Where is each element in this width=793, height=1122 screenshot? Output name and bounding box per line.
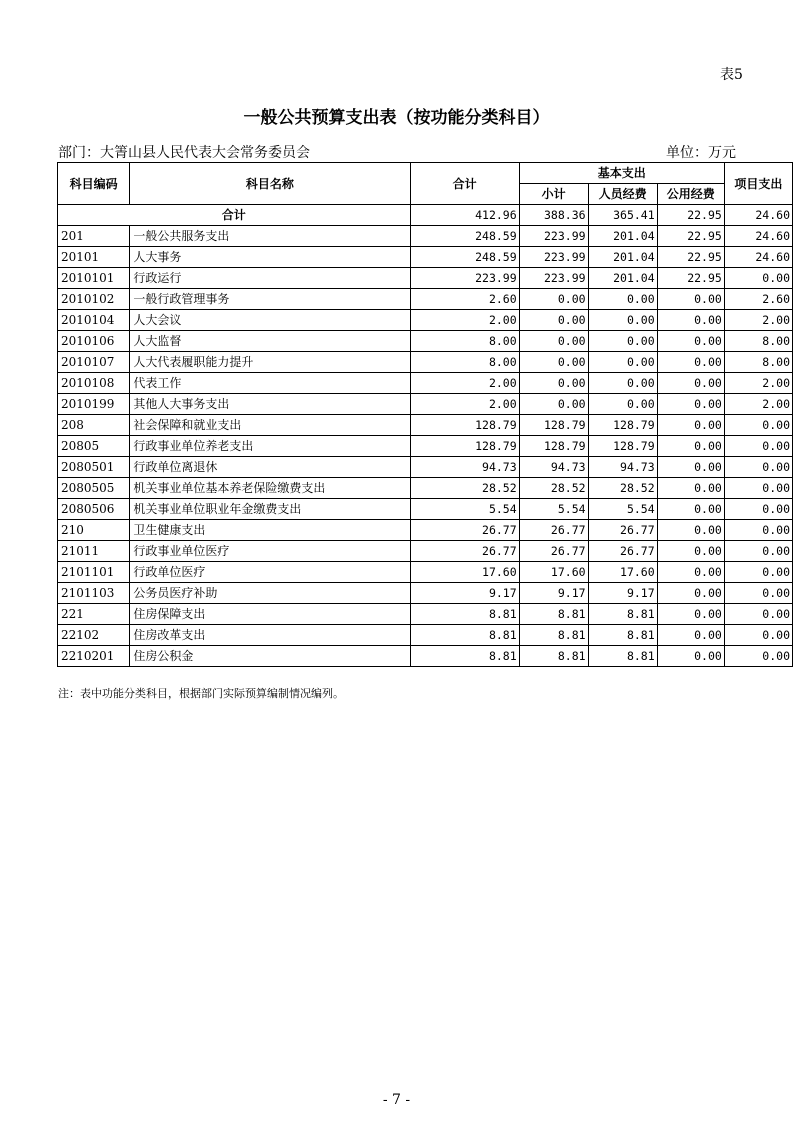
row-personnel: 8.81 [588, 625, 657, 646]
row-name: 社会保障和就业支出 [130, 415, 410, 436]
footnote: 注：表中功能分类科目，根据部门实际预算编制情况编列。 [58, 687, 344, 700]
row-project: 0.00 [724, 541, 792, 562]
row-personnel: 0.00 [588, 373, 657, 394]
row-name: 住房改革支出 [130, 625, 410, 646]
row-public: 22.95 [657, 247, 724, 268]
row-code: 210 [58, 520, 130, 541]
table-row [58, 646, 793, 667]
row-code: 2010106 [58, 331, 130, 352]
table-row [58, 562, 793, 583]
row-total: 128.79 [410, 436, 519, 457]
row-name: 行政事业单位医疗 [130, 541, 410, 562]
header-public: 公用经费 [657, 184, 724, 205]
row-subtotal: 26.77 [519, 520, 588, 541]
table-row [58, 373, 793, 394]
row-subtotal: 94.73 [519, 457, 588, 478]
row-code: 2080506 [58, 499, 130, 520]
row-code: 2080505 [58, 478, 130, 499]
row-total: 94.73 [410, 457, 519, 478]
row-name: 卫生健康支出 [130, 520, 410, 541]
expenditure-table [57, 162, 793, 667]
row-name: 行政单位离退休 [130, 457, 410, 478]
row-total: 17.60 [410, 562, 519, 583]
row-name: 住房公积金 [130, 646, 410, 667]
row-public: 22.95 [657, 268, 724, 289]
table-row [58, 478, 793, 499]
header-code: 科目编码 [58, 163, 130, 205]
row-total: 2.00 [410, 310, 519, 331]
row-personnel: 9.17 [588, 583, 657, 604]
table-row [58, 352, 793, 373]
row-subtotal: 128.79 [519, 436, 588, 457]
row-name: 其他人大事务支出 [130, 394, 410, 415]
table-number: 表5 [720, 67, 743, 83]
total-subtotal: 388.36 [519, 205, 588, 226]
row-public: 0.00 [657, 604, 724, 625]
row-name: 人大代表履职能力提升 [130, 352, 410, 373]
row-public: 22.95 [657, 226, 724, 247]
row-project: 2.60 [724, 289, 792, 310]
row-total: 28.52 [410, 478, 519, 499]
row-total: 9.17 [410, 583, 519, 604]
total-label: 合计 [58, 205, 411, 226]
row-public: 0.00 [657, 541, 724, 562]
row-personnel: 201.04 [588, 247, 657, 268]
row-project: 0.00 [724, 604, 792, 625]
row-subtotal: 8.81 [519, 646, 588, 667]
table-row [58, 541, 793, 562]
row-personnel: 128.79 [588, 436, 657, 457]
table-row [58, 394, 793, 415]
row-personnel: 128.79 [588, 415, 657, 436]
row-personnel: 17.60 [588, 562, 657, 583]
row-public: 0.00 [657, 310, 724, 331]
row-name: 行政事业单位养老支出 [130, 436, 410, 457]
row-public: 0.00 [657, 625, 724, 646]
row-name: 机关事业单位基本养老保险缴费支出 [130, 478, 410, 499]
row-subtotal: 5.54 [519, 499, 588, 520]
header-personnel: 人员经费 [588, 184, 657, 205]
header-subtotal: 小计 [519, 184, 588, 205]
table-row [58, 520, 793, 541]
row-name: 行政运行 [130, 268, 410, 289]
table-row [58, 604, 793, 625]
row-personnel: 0.00 [588, 289, 657, 310]
row-public: 0.00 [657, 415, 724, 436]
row-project: 0.00 [724, 520, 792, 541]
total-total: 412.96 [410, 205, 519, 226]
row-code: 20805 [58, 436, 130, 457]
row-public: 0.00 [657, 646, 724, 667]
row-name: 一般公共服务支出 [130, 226, 410, 247]
header-total: 合计 [410, 163, 519, 205]
row-subtotal: 0.00 [519, 331, 588, 352]
row-project: 0.00 [724, 268, 792, 289]
row-code: 221 [58, 604, 130, 625]
row-code: 2080501 [58, 457, 130, 478]
row-total: 8.81 [410, 604, 519, 625]
row-project: 0.00 [724, 415, 792, 436]
row-total: 8.81 [410, 625, 519, 646]
row-public: 0.00 [657, 499, 724, 520]
row-public: 0.00 [657, 562, 724, 583]
row-total: 2.00 [410, 373, 519, 394]
header-project: 项目支出 [724, 163, 792, 205]
row-public: 0.00 [657, 352, 724, 373]
row-public: 0.00 [657, 394, 724, 415]
row-personnel: 8.81 [588, 604, 657, 625]
row-subtotal: 28.52 [519, 478, 588, 499]
row-project: 0.00 [724, 562, 792, 583]
row-public: 0.00 [657, 457, 724, 478]
row-name: 机关事业单位职业年金缴费支出 [130, 499, 410, 520]
row-public: 0.00 [657, 331, 724, 352]
row-personnel: 94.73 [588, 457, 657, 478]
row-code: 22102 [58, 625, 130, 646]
row-name: 人大会议 [130, 310, 410, 331]
row-subtotal: 223.99 [519, 268, 588, 289]
row-project: 2.00 [724, 394, 792, 415]
row-project: 0.00 [724, 646, 792, 667]
row-code: 2101101 [58, 562, 130, 583]
row-code: 2010107 [58, 352, 130, 373]
row-name: 人大监督 [130, 331, 410, 352]
total-row [58, 205, 793, 226]
row-project: 24.60 [724, 226, 792, 247]
row-public: 0.00 [657, 478, 724, 499]
row-public: 0.00 [657, 373, 724, 394]
row-public: 0.00 [657, 436, 724, 457]
row-name: 公务员医疗补助 [130, 583, 410, 604]
row-project: 0.00 [724, 457, 792, 478]
row-total: 8.81 [410, 646, 519, 667]
table-row [58, 247, 793, 268]
row-project: 8.00 [724, 352, 792, 373]
row-project: 0.00 [724, 478, 792, 499]
row-total: 223.99 [410, 268, 519, 289]
row-project: 8.00 [724, 331, 792, 352]
row-total: 8.00 [410, 352, 519, 373]
unit-label: 单位：万元 [666, 145, 736, 161]
row-code: 2010104 [58, 310, 130, 331]
table-row [58, 415, 793, 436]
row-subtotal: 9.17 [519, 583, 588, 604]
row-subtotal: 0.00 [519, 352, 588, 373]
row-project: 24.60 [724, 247, 792, 268]
table-row [58, 625, 793, 646]
row-total: 248.59 [410, 247, 519, 268]
row-project: 0.00 [724, 436, 792, 457]
row-subtotal: 26.77 [519, 541, 588, 562]
row-code: 2210201 [58, 646, 130, 667]
row-total: 5.54 [410, 499, 519, 520]
table-row [58, 310, 793, 331]
row-total: 128.79 [410, 415, 519, 436]
row-subtotal: 0.00 [519, 394, 588, 415]
row-code: 2101103 [58, 583, 130, 604]
row-public: 0.00 [657, 289, 724, 310]
row-code: 2010101 [58, 268, 130, 289]
row-code: 20101 [58, 247, 130, 268]
row-subtotal: 223.99 [519, 247, 588, 268]
row-total: 26.77 [410, 541, 519, 562]
row-total: 2.60 [410, 289, 519, 310]
row-personnel: 0.00 [588, 394, 657, 415]
total-public: 22.95 [657, 205, 724, 226]
row-subtotal: 223.99 [519, 226, 588, 247]
row-name: 人大事务 [130, 247, 410, 268]
table-row [58, 268, 793, 289]
table-row [58, 226, 793, 247]
table-row [58, 436, 793, 457]
row-personnel: 201.04 [588, 226, 657, 247]
total-personnel: 365.41 [588, 205, 657, 226]
row-total: 26.77 [410, 520, 519, 541]
row-project: 0.00 [724, 499, 792, 520]
row-total: 2.00 [410, 394, 519, 415]
row-code: 2010108 [58, 373, 130, 394]
row-total: 248.59 [410, 226, 519, 247]
row-personnel: 5.54 [588, 499, 657, 520]
department-label: 部门：大箐山县人民代表大会常务委员会 [58, 145, 310, 161]
row-project: 0.00 [724, 583, 792, 604]
row-project: 2.00 [724, 310, 792, 331]
row-subtotal: 0.00 [519, 373, 588, 394]
row-public: 0.00 [657, 583, 724, 604]
row-personnel: 26.77 [588, 541, 657, 562]
row-code: 2010102 [58, 289, 130, 310]
row-subtotal: 8.81 [519, 625, 588, 646]
row-personnel: 8.81 [588, 646, 657, 667]
row-name: 住房保障支出 [130, 604, 410, 625]
table-row [58, 583, 793, 604]
row-code: 208 [58, 415, 130, 436]
row-project: 0.00 [724, 625, 792, 646]
row-project: 2.00 [724, 373, 792, 394]
row-code: 201 [58, 226, 130, 247]
total-project: 24.60 [724, 205, 792, 226]
row-code: 2010199 [58, 394, 130, 415]
header-basic: 基本支出 [519, 163, 724, 184]
page-number: - 7 - [382, 1092, 411, 1108]
table-row [58, 289, 793, 310]
row-subtotal: 0.00 [519, 310, 588, 331]
row-personnel: 0.00 [588, 331, 657, 352]
row-name: 一般行政管理事务 [130, 289, 410, 310]
table-row [58, 331, 793, 352]
row-subtotal: 0.00 [519, 289, 588, 310]
page-title: 一般公共预算支出表（按功能分类科目） [243, 108, 550, 128]
header-row-1 [58, 163, 793, 184]
row-name: 代表工作 [130, 373, 410, 394]
row-personnel: 28.52 [588, 478, 657, 499]
table-row [58, 457, 793, 478]
row-name: 行政单位医疗 [130, 562, 410, 583]
row-subtotal: 128.79 [519, 415, 588, 436]
row-personnel: 0.00 [588, 352, 657, 373]
row-personnel: 201.04 [588, 268, 657, 289]
row-personnel: 0.00 [588, 310, 657, 331]
row-total: 8.00 [410, 331, 519, 352]
row-subtotal: 8.81 [519, 604, 588, 625]
row-code: 21011 [58, 541, 130, 562]
row-public: 0.00 [657, 520, 724, 541]
row-subtotal: 17.60 [519, 562, 588, 583]
table-row [58, 499, 793, 520]
header-name: 科目名称 [130, 163, 410, 205]
row-personnel: 26.77 [588, 520, 657, 541]
